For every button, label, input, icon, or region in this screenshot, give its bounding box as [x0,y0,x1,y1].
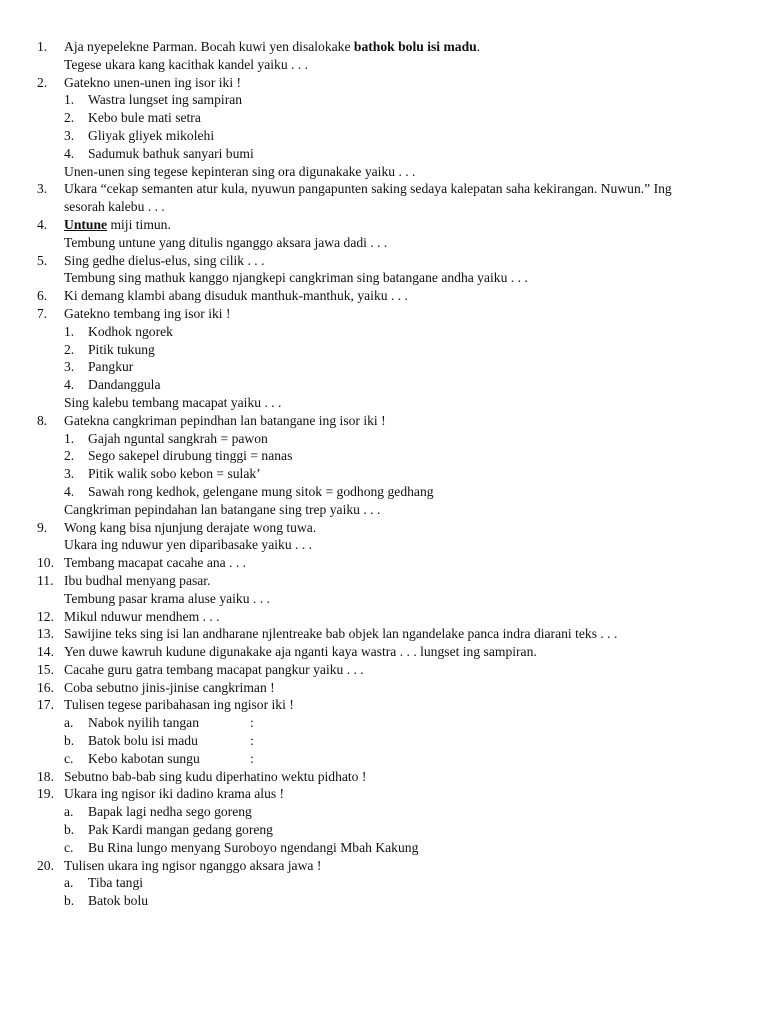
sub-item [0,839,768,857]
sub-item-number: 2. [64,110,75,126]
continuation-line [0,269,768,287]
sub-item-text: Kodhok ngorek [88,323,173,339]
question-number: 8. [37,412,48,428]
sub-item-number: c. [64,750,74,766]
question-text: Untune miji timun. [64,216,171,232]
sub-item-number: 3. [64,466,75,482]
continuation-text: Ukara ing nduwur yen diparibasake yaiku . . . [64,537,313,553]
question-line [0,768,768,786]
question-number: 15. [37,661,54,677]
sub-item-text: Bapak lagi nedha sego goreng [88,804,252,820]
continuation-line [0,234,768,252]
question-number: 2. [37,74,48,90]
question-number: 16. [37,679,54,695]
sub-item [0,803,768,821]
question-number: 12. [37,608,54,624]
continuation-line [0,56,768,74]
sub-item-text: Sawah rong kedhok, gelengane mung sitok = godhong gedhang [88,483,434,499]
question-line [0,661,768,679]
question-text: Aja nyepelekne Parman. Bocah kuwi yen disalokake bathok bolu isi madu. [64,39,481,54]
sub-item [0,91,768,109]
question-text: Gatekno unen-unen ing isor iki ! [64,74,242,90]
question-line [0,625,768,643]
sub-item [0,821,768,839]
question-text: Mikul nduwur mendhem . . . [64,608,220,624]
sub-item [0,145,768,163]
sub-item-text: Sego sakepel dirubung tinggi = nanas [88,448,293,464]
continuation-line [0,536,768,554]
question-number: 10. [37,555,54,571]
question-line [0,696,768,714]
question-line [0,216,768,234]
answer-colon: : [250,750,254,766]
sub-item-text: Pitik tukung [88,341,155,357]
question-number: 20. [37,857,54,873]
question-prompt [0,501,768,519]
question-number: 7. [37,305,48,321]
question-text: Tulisen ukara ing ngisor nganggo aksara jawa ! [64,857,322,873]
sub-item-text: Batok bolu isi madu [88,733,198,749]
sub-item [0,430,768,448]
continuation-text: sesorah kalebu . . . [64,199,165,215]
question-number: 13. [37,626,54,642]
question-line [0,572,768,590]
question-text: Gatekno tembang ing isor iki ! [64,305,231,321]
continuation-text: Tembung sing mathuk kanggo njangkepi cangkriman sing batangane andha yaiku . . . [64,270,528,286]
sub-item [0,376,768,394]
sub-item-number: a. [64,715,74,731]
prompt-text: Cangkriman pepindahan lan batangane sing trep yaiku . . . [64,501,381,517]
question-text: Tembang macapat cacahe ana . . . [64,555,247,571]
continuation-text: Tegese ukara kang kacithak kandel yaiku . . . [64,56,309,72]
answer-colon: : [250,715,254,731]
sub-item-number: c. [64,839,74,855]
sub-item [0,127,768,145]
sub-item-number: 4. [64,145,75,161]
sub-item-number: 4. [64,377,75,393]
prompt-text: Unen-unen sing tegese kepinteran sing ora digunakake yaiku . . . [64,163,416,179]
answer-colon: : [250,733,254,749]
question-line [0,679,768,697]
sub-item [0,447,768,465]
question-text: Wong kang bisa njunjung derajate wong tuwa. [64,519,317,535]
sub-item-number: 1. [64,323,75,339]
sub-item-text: Pangkur [88,359,134,375]
question-line [0,287,768,305]
sub-item-number: 1. [64,92,75,108]
sub-item-text: Gliyak gliyek mikolehi [88,127,215,143]
question-list [0,38,768,910]
sub-item [0,465,768,483]
sub-item [0,892,768,910]
question-text: Sawijine teks sing isi lan andharane njlentreake bab objek lan ngandelake panca indra diarani teks . . . [64,626,618,642]
underlined-text: Untune [64,216,108,232]
question-text: Coba sebutno jinis-jinise cangkriman ! [64,679,275,695]
question-text: Sing gedhe dielus-elus, sing cilik . . . [64,252,265,268]
sub-item-text: Pak Kardi mangan gedang goreng [88,822,273,838]
question-line [0,608,768,626]
question-text: Sebutno bab-bab sing kudu diperhatino wektu pidhato ! [64,768,367,784]
sub-item [0,341,768,359]
question-line [0,785,768,803]
question-line [0,305,768,323]
question-line [0,857,768,875]
question-number: 1. [37,39,48,54]
question-number: 5. [37,252,48,268]
question-number: 18. [37,768,54,784]
underlined-word [64,217,107,232]
sub-item [0,109,768,127]
question-text: Ibu budhal menyang pasar. [64,572,211,588]
question-text: Tulisen tegese paribahasan ing ngisor iki ! [64,697,294,713]
sub-item-text: Pitik walik sobo kebon = sulak’ [88,466,261,482]
sub-item-number: 2. [64,448,75,464]
sub-item [0,323,768,341]
sub-item-text: Nabok nyilih tangan [88,715,199,731]
sub-item [0,483,768,501]
sub-item-text: Kebo kabotan sungu [88,750,200,766]
question-number: 11. [37,572,54,588]
question-number: 3. [37,181,48,197]
sub-item [0,874,768,892]
sub-item-text: Dandanggula [88,377,161,393]
sub-item-text: Tiba tangi [88,875,144,891]
question-line [0,643,768,661]
continuation-text: Tembung untune yang ditulis nganggo aksara jawa dadi . . . [64,234,388,250]
sub-item-number: b. [64,733,75,749]
sub-item-number: 3. [64,127,75,143]
question-text: Cacahe guru gatra tembang macapat pangkur yaiku . . . [64,661,364,677]
sub-item-number: a. [64,804,74,820]
question-number: 6. [37,288,48,304]
sub-item-text: Sadumuk bathuk sanyari bumi [88,145,254,161]
continuation-line [0,198,768,216]
question-line [0,180,768,198]
question-prompt [0,163,768,181]
question-line [0,38,768,56]
sub-item-text: Kebo bule mati setra [88,110,201,126]
sub-item-number: 3. [64,359,75,375]
question-text: Gatekna cangkriman pepindhan lan batangane ing isor iki ! [64,412,386,428]
question-number: 19. [37,786,54,802]
continuation-line [0,590,768,608]
question-line [0,519,768,537]
question-number: 4. [37,216,48,232]
question-text: Ukara ing ngisor iki dadino krama alus ! [64,786,285,802]
prompt-text: Sing kalebu tembang macapat yaiku . . . [64,394,282,410]
sub-item-number: 2. [64,341,75,357]
sub-item-number: 4. [64,483,75,499]
sub-item [0,732,768,750]
sub-item [0,750,768,768]
sub-item-text: Wastra lungset ing sampiran [88,92,243,108]
sub-item [0,714,768,732]
sub-item-number: b. [64,822,75,838]
sub-item [0,358,768,376]
question-text: Yen duwe kawruh kudune digunakake aja nganti kaya wastra . . . lungset ing sampiran. [64,644,537,660]
sub-item-number: a. [64,875,74,891]
question-number: 17. [37,697,54,713]
question-line [0,412,768,430]
sub-item-text: Bu Rina lungo menyang Suroboyo ngendangi Mbah Kakung [88,839,419,855]
continuation-text: Tembung pasar krama aluse yaiku . . . [64,590,270,606]
question-text: Ukara “cekap semanten atur kula, nyuwun pangapunten saking sedaya kalepatan saha kekirangan. Nuwun.” Ing [64,181,672,197]
question-text: Ki demang klambi abang disuduk manthuk-manthuk, yaiku . . . [64,288,408,304]
question-prompt [0,394,768,412]
question-number: 14. [37,644,54,660]
bold-phrase: bathok bolu isi madu [353,39,477,54]
sub-item-number: 1. [64,430,75,446]
question-line [0,252,768,270]
sub-item-text: Batok bolu [88,893,149,909]
sub-item-text: Gajah nguntal sangkrah = pawon [88,430,268,446]
sub-item-number: b. [64,893,75,909]
question-line [0,554,768,572]
question-number: 9. [37,519,48,535]
question-line [0,74,768,92]
